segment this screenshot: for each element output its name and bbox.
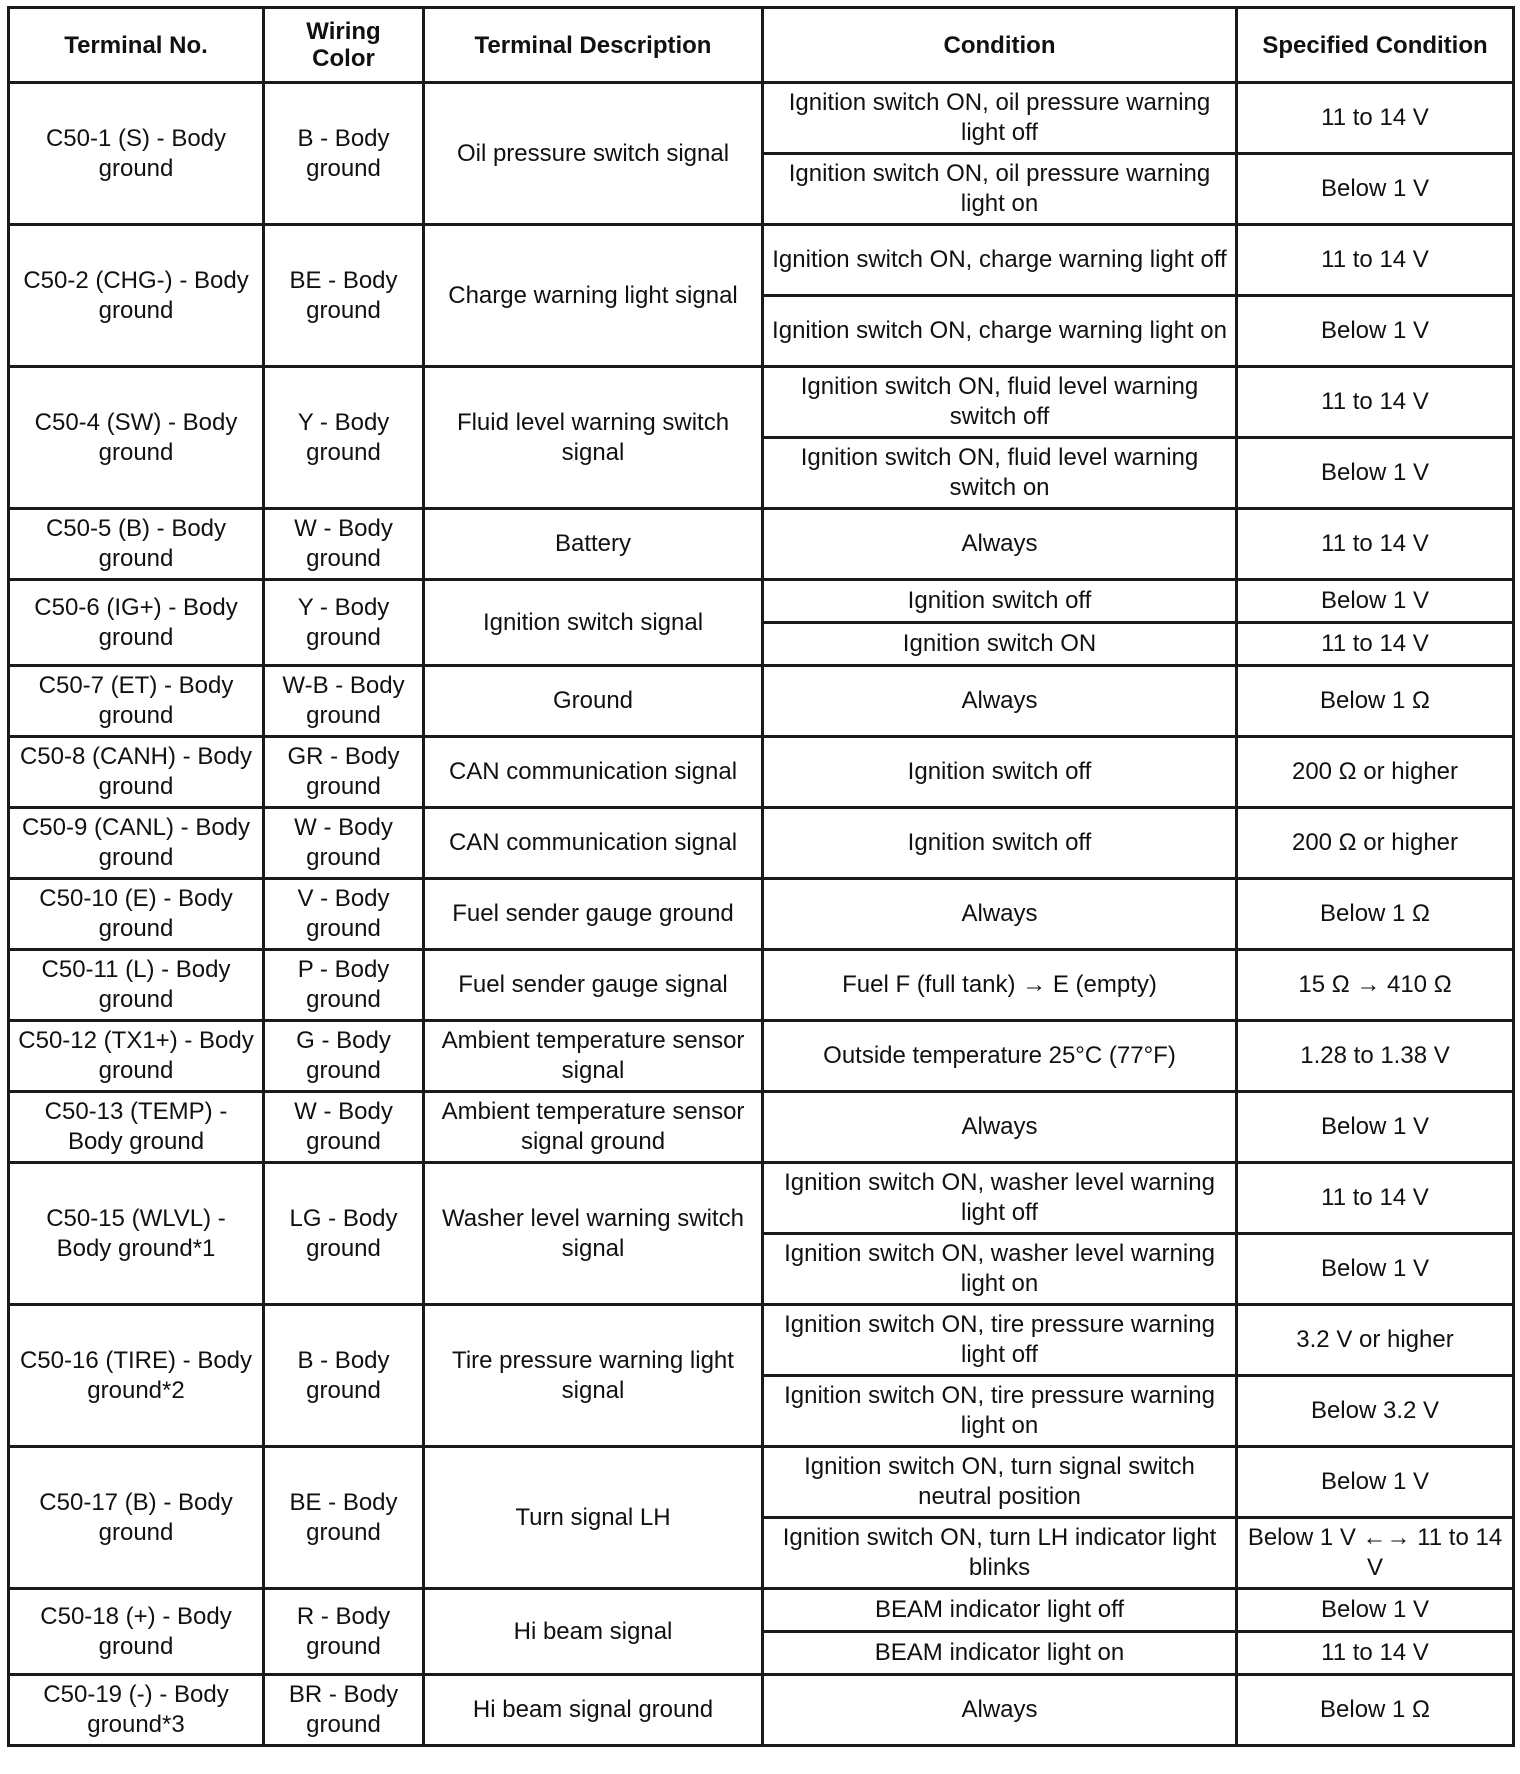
table-row (9, 1447, 1514, 1518)
condition-cell: Ignition switch ON, charge warning light off (763, 225, 1237, 296)
description-cell: Ambient temperature sensor signal (424, 1021, 763, 1092)
description-cell: Washer level warning switch signal (424, 1163, 763, 1305)
specified-condition-cell: 11 to 14 V (1237, 1163, 1514, 1234)
specified-condition-cell: Below 1 Ω (1237, 1675, 1514, 1746)
table-row (9, 737, 1514, 808)
terminal-cell: C50-11 (L) - Body ground (9, 950, 264, 1021)
table-row (9, 950, 1514, 1021)
terminal-cell: C50-6 (IG+) - Body ground (9, 580, 264, 666)
condition-cell: Ignition switch ON, turn LH indicator light blinks (763, 1518, 1237, 1589)
description-cell: Ambient temperature sensor signal ground (424, 1092, 763, 1163)
specified-condition-cell: 11 to 14 V (1237, 225, 1514, 296)
terminal-cell: C50-7 (ET) - Body ground (9, 666, 264, 737)
terminal-cell: C50-2 (CHG-) - Body ground (9, 225, 264, 367)
specified-condition-cell: Below 1 V (1237, 1092, 1514, 1163)
specified-condition-cell: 11 to 14 V (1237, 367, 1514, 438)
specified-condition-cell: Below 1 V (1237, 296, 1514, 367)
condition-cell: Ignition switch ON, washer level warning light on (763, 1234, 1237, 1305)
condition-cell: Always (763, 1675, 1237, 1746)
table-row (9, 1589, 1514, 1632)
condition-cell: Always (763, 1092, 1237, 1163)
specified-condition-cell: Below 1 V (1237, 438, 1514, 509)
specified-condition-cell: 11 to 14 V (1237, 623, 1514, 666)
description-cell: Fuel sender gauge ground (424, 879, 763, 950)
condition-cell: Ignition switch off (763, 808, 1237, 879)
wiring-color-cell: W-B - Body ground (264, 666, 424, 737)
wiring-color-cell: P - Body ground (264, 950, 424, 1021)
condition-cell: Ignition switch ON, tire pressure warning light off (763, 1305, 1237, 1376)
description-cell: Battery (424, 509, 763, 580)
specified-condition-cell: 3.2 V or higher (1237, 1305, 1514, 1376)
wiring-color-cell: V - Body ground (264, 879, 424, 950)
terminal-cell: C50-12 (TX1+) - Body ground (9, 1021, 264, 1092)
condition-cell: Ignition switch ON (763, 623, 1237, 666)
condition-cell: BEAM indicator light on (763, 1632, 1237, 1675)
table-body (9, 83, 1514, 1746)
specified-condition-cell: Below 1 V (1237, 1234, 1514, 1305)
header-specified: Specified Condition (1237, 8, 1514, 83)
specified-condition-cell: Below 1 V (1237, 1447, 1514, 1518)
description-cell: CAN communication signal (424, 808, 763, 879)
wiring-color-cell: BE - Body ground (264, 1447, 424, 1589)
description-cell: Ignition switch signal (424, 580, 763, 666)
condition-cell: Ignition switch ON, oil pressure warning light off (763, 83, 1237, 154)
table-row (9, 1163, 1514, 1234)
specified-condition-cell: Below 3.2 V (1237, 1376, 1514, 1447)
wiring-color-cell: BR - Body ground (264, 1675, 424, 1746)
specified-condition-cell: Below 1 V (1237, 1589, 1514, 1632)
condition-cell: Ignition switch ON, charge warning light on (763, 296, 1237, 367)
condition-cell: Ignition switch ON, fluid level warning switch off (763, 367, 1237, 438)
header-terminal: Terminal No. (9, 8, 264, 83)
description-cell: Fluid level warning switch signal (424, 367, 763, 509)
condition-cell: Ignition switch off (763, 580, 1237, 623)
wiring-color-cell: BE - Body ground (264, 225, 424, 367)
condition-cell: Ignition switch off (763, 737, 1237, 808)
condition-cell: Ignition switch ON, fluid level warning switch on (763, 438, 1237, 509)
wiring-color-cell: B - Body ground (264, 83, 424, 225)
terminal-cell: C50-5 (B) - Body ground (9, 509, 264, 580)
wiring-color-cell: Y - Body ground (264, 367, 424, 509)
condition-cell: Ignition switch ON, tire pressure warning light on (763, 1376, 1237, 1447)
wiring-color-cell: G - Body ground (264, 1021, 424, 1092)
terminal-cell: C50-16 (TIRE) - Body ground*2 (9, 1305, 264, 1447)
description-cell: CAN communication signal (424, 737, 763, 808)
condition-cell: Ignition switch ON, washer level warning light off (763, 1163, 1237, 1234)
wiring-color-cell: Y - Body ground (264, 580, 424, 666)
terminal-cell: C50-9 (CANL) - Body ground (9, 808, 264, 879)
specified-condition-cell: 11 to 14 V (1237, 83, 1514, 154)
condition-cell: BEAM indicator light off (763, 1589, 1237, 1632)
terminal-cell: C50-19 (-) - Body ground*3 (9, 1675, 264, 1746)
table-row (9, 83, 1514, 154)
table-row (9, 1021, 1514, 1092)
table-row (9, 879, 1514, 950)
description-cell: Hi beam signal ground (424, 1675, 763, 1746)
header-wiring: Wiring Color (264, 8, 424, 83)
table-row (9, 225, 1514, 296)
specified-condition-cell: Below 1 Ω (1237, 666, 1514, 737)
specified-condition-cell: 200 Ω or higher (1237, 808, 1514, 879)
wiring-color-cell: GR - Body ground (264, 737, 424, 808)
table-row (9, 666, 1514, 737)
description-cell: Tire pressure warning light signal (424, 1305, 763, 1447)
table-row (9, 1305, 1514, 1376)
wiring-color-cell: LG - Body ground (264, 1163, 424, 1305)
condition-cell: Ignition switch ON, oil pressure warning light on (763, 154, 1237, 225)
terminal-cell: C50-18 (+) - Body ground (9, 1589, 264, 1675)
condition-cell: Always (763, 879, 1237, 950)
specified-condition-cell: 200 Ω or higher (1237, 737, 1514, 808)
description-cell: Hi beam signal (424, 1589, 763, 1675)
terminal-table (7, 6, 1515, 1747)
table-row (9, 808, 1514, 879)
header-description: Terminal Description (424, 8, 763, 83)
specified-condition-cell: Below 1 Ω (1237, 879, 1514, 950)
specified-condition-cell: 11 to 14 V (1237, 509, 1514, 580)
header-row (9, 8, 1514, 83)
wiring-color-cell: R - Body ground (264, 1589, 424, 1675)
terminal-cell: C50-13 (TEMP) - Body ground (9, 1092, 264, 1163)
wiring-color-cell: B - Body ground (264, 1305, 424, 1447)
description-cell: Ground (424, 666, 763, 737)
condition-cell: Outside temperature 25°C (77°F) (763, 1021, 1237, 1092)
wiring-color-cell: W - Body ground (264, 808, 424, 879)
description-cell: Fuel sender gauge signal (424, 950, 763, 1021)
table-row (9, 1675, 1514, 1746)
table-row (9, 580, 1514, 623)
wiring-color-cell: W - Body ground (264, 509, 424, 580)
condition-cell: Ignition switch ON, turn signal switch neutral position (763, 1447, 1237, 1518)
header-condition: Condition (763, 8, 1237, 83)
terminal-cell: C50-4 (SW) - Body ground (9, 367, 264, 509)
table-row (9, 509, 1514, 580)
specified-condition-cell: 15 Ω → 410 Ω (1237, 950, 1514, 1021)
description-cell: Charge warning light signal (424, 225, 763, 367)
terminal-cell: C50-17 (B) - Body ground (9, 1447, 264, 1589)
table-row (9, 367, 1514, 438)
terminal-cell: C50-1 (S) - Body ground (9, 83, 264, 225)
description-cell: Turn signal LH (424, 1447, 763, 1589)
wiring-color-cell: W - Body ground (264, 1092, 424, 1163)
terminal-cell: C50-8 (CANH) - Body ground (9, 737, 264, 808)
specified-condition-cell: 1.28 to 1.38 V (1237, 1021, 1514, 1092)
description-cell: Oil pressure switch signal (424, 83, 763, 225)
specified-condition-cell: Below 1 V (1237, 580, 1514, 623)
condition-cell: Fuel F (full tank) → E (empty) (763, 950, 1237, 1021)
specified-condition-cell: Below 1 V ←→ 11 to 14 V (1237, 1518, 1514, 1589)
specified-condition-cell: 11 to 14 V (1237, 1632, 1514, 1675)
specified-condition-cell: Below 1 V (1237, 154, 1514, 225)
terminal-cell: C50-10 (E) - Body ground (9, 879, 264, 950)
condition-cell: Always (763, 666, 1237, 737)
table-row (9, 1092, 1514, 1163)
terminal-cell: C50-15 (WLVL) - Body ground*1 (9, 1163, 264, 1305)
condition-cell: Always (763, 509, 1237, 580)
